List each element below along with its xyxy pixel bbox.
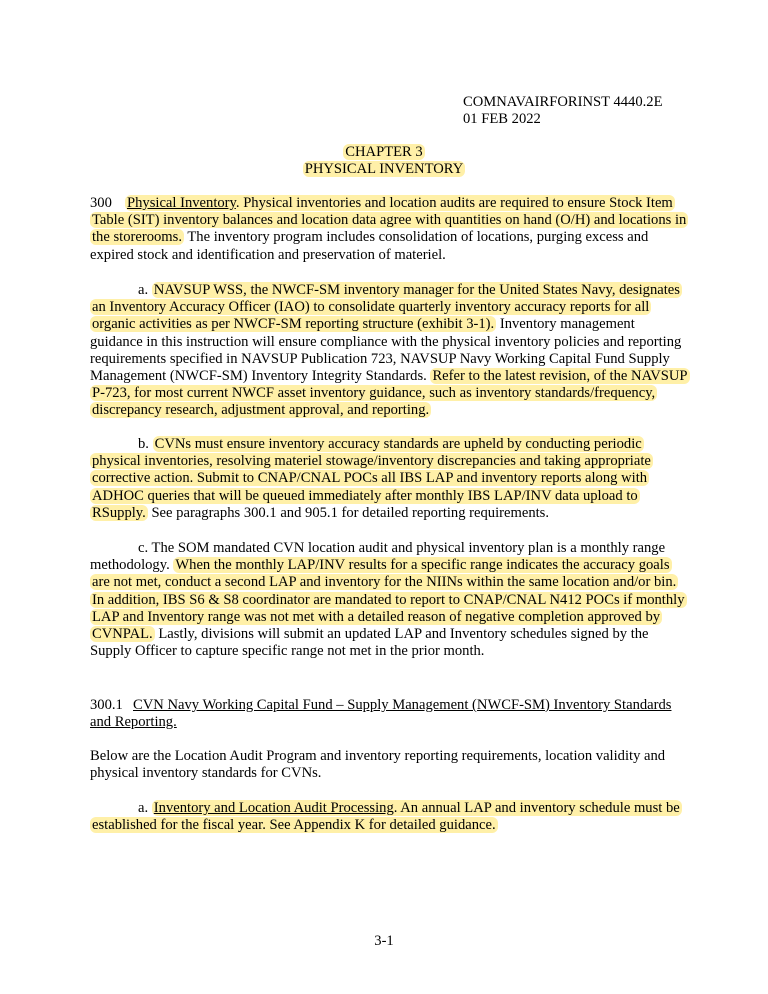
paragraph-label: c.: [138, 540, 149, 556]
paragraph-a: [90, 282, 690, 420]
section-title: CVN Navy Working Capital Fund – Supply Management (NWCF-SM) Inventory Standards and Reporting.: [90, 697, 672, 731]
section-number: 300.1: [90, 697, 123, 713]
chapter-number: CHAPTER 3: [345, 144, 423, 160]
paragraph-a-processing-highlight: Inventory and Location Audit Processing. An annual LAP and inventory schedule must be established for the fiscal year. See Appendix K for detailed guidance.: [92, 800, 680, 834]
paragraph-b: [90, 436, 690, 522]
paragraph-a-text: Inventory management guidance in this instruction will ensure compliance with the physical inventory policies and reporting requirements specified in NAVSUP Publication 723, NAVSUP Navy Working Capital Fund Supply Management (NWCF-SM) Inventory Integrity Standards.: [90, 316, 682, 385]
page-number: 3-1: [374, 933, 394, 949]
paragraph-a-highlight-1: NAVSUP WSS, the NWCF-SM inventory manager for the United States Navy, designates an Inventory Accuracy Officer (IAO) to consolidate quarterly inventory accuracy reports for all organic activities as per NWCF-SM reporting structure (exhibit 3-1).: [92, 282, 680, 333]
instruction-number: COMNAVAIRFORINST 4440.2E: [463, 94, 663, 110]
paragraph-c-highlight: When the monthly LAP/INV results for a specific range indicates the accuracy goals are not met, conduct a second LAP and inventory for the NIINs within the same location and/or bin. In addition, IBS S6 & S8 coordinator are mandated to report to CNAP/CNAL N412 POCs if monthly LAP and Inventory range was not met with a detailed reason of negative completion approved by CVNPAL.: [92, 557, 685, 643]
paragraph-a-highlight-2: Refer to the latest revision, of the NAVSUP P-723, for most current NWCF asset inventory guidance, such as inventory standards/frequency, discrepancy research, adjustment approval, and reporting.: [92, 368, 688, 419]
section-number: 300: [90, 195, 112, 211]
section-title: Physical Inventory: [127, 195, 236, 211]
paragraph-c: [90, 540, 690, 660]
paragraph-title: Inventory and Location Audit Processing: [153, 800, 394, 816]
chapter-title: PHYSICAL INVENTORY: [304, 161, 464, 178]
intro-paragraph: Below are the Location Audit Program and inventory reporting requirements, location validity and physical inventory standards for CVNs.: [90, 748, 666, 782]
section-300-highlight: Physical Inventory. Physical inventories and location audits are required to ensure Stock Item Table (SIT) inventory balances and location data agree with quantities on hand (O/H) and locations in the storerooms.: [92, 195, 687, 246]
paragraph-a-processing: [90, 800, 690, 834]
section-300-text: The inventory program includes consolidation of locations, purging excess and expired stock and identification and preservation of materiel.: [90, 229, 649, 263]
instruction-date: 01 FEB 2022: [463, 111, 541, 128]
paragraph-label: b.: [138, 436, 149, 452]
section-300: [90, 195, 690, 264]
chapter-heading: [0, 144, 768, 178]
paragraph-label: a.: [138, 800, 149, 816]
document-header: [463, 94, 663, 128]
paragraph-label: a.: [138, 282, 149, 298]
paragraph-c-text-end: Lastly, divisions will submit an updated LAP and Inventory schedules signed by the Supply Officer to capture specific range not met in the prior month.: [90, 626, 649, 660]
section-300-1: [90, 697, 690, 731]
paragraph-c-text-start: The SOM mandated CVN location audit and physical inventory plan is a monthly range methodology.: [90, 540, 666, 574]
paragraph-b-text: See paragraphs 300.1 and 905.1 for detailed reporting requirements.: [147, 504, 549, 521]
paragraph-b-highlight: CVNs must ensure inventory accuracy standards are upheld by conducting periodic physical inventories, resolving materiel stowage/inventory discrepancies and taking appropriate corrective action. Submit to CNAP/CNAL POCs all IBS LAP and inventory reports along with ADHOC queries that will be queued immediately after monthly IBS LAP/INV data upload to RSupply.: [92, 436, 651, 521]
